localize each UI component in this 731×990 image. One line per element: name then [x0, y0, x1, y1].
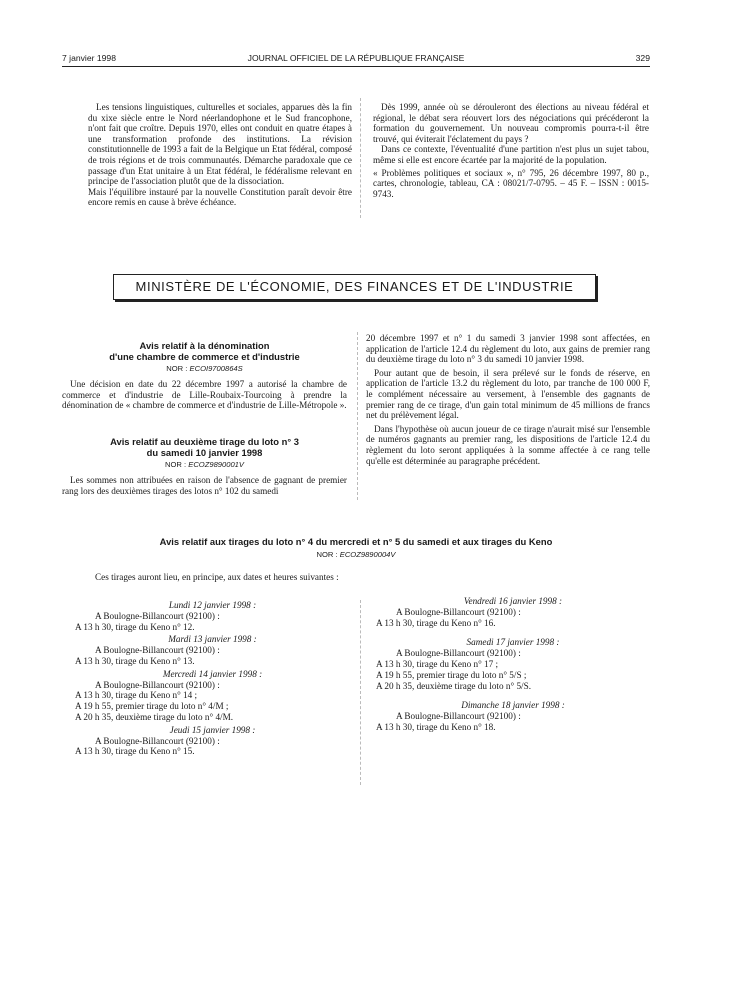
nor-label: NOR : — [316, 549, 338, 559]
schedule-line: A 13 h 30, tirage du Keno n° 17 ; — [376, 658, 499, 669]
avis-title-line: du samedi 10 janvier 1998 — [146, 446, 263, 458]
page-number: 329 — [635, 53, 650, 63]
avis-loto-3-continued — [366, 333, 650, 466]
avis-body — [62, 475, 347, 496]
schedule-day: Dimanche 18 janvier 1998 : — [461, 700, 565, 711]
ministry-heading-box — [113, 274, 596, 300]
top-left-column — [88, 102, 352, 208]
schedule-line: A 19 h 55, premier tirage du loto n° 5/S ; — [376, 669, 527, 680]
paragraph: 20 décembre 1997 et n° 1 du samedi 3 janvier 1998 sont affectées, en application de l'article 12.4 du règlement du loto, aux gains de premier rang du deuxième tirage du loto n° 3 du samedi 10 janvier 1998. — [366, 333, 650, 365]
ministry-heading: MINISTÈRE DE L'ÉCONOMIE, DES FINANCES ET DE L'INDUSTRIE — [135, 279, 574, 294]
schedule-day-block — [75, 600, 350, 632]
avis-body — [62, 379, 347, 411]
nor-label: NOR : — [166, 364, 188, 374]
schedule-line: A 13 h 30, tirage du Keno n° 13. — [75, 655, 195, 666]
schedule-day-block — [376, 700, 650, 732]
schedule-day-block — [75, 634, 350, 666]
avis-loto-3 — [62, 437, 347, 496]
column-divider — [360, 98, 361, 218]
top-right-column — [373, 102, 649, 199]
schedule-line: A 13 h 30, tirage du Keno n° 15. — [75, 746, 195, 757]
avis-title — [62, 341, 347, 362]
schedule-line: A 20 h 35, deuxième tirage du loto n° 4/M. — [75, 711, 234, 722]
schedule-line: A 13 h 30, tirage du Keno n° 12. — [75, 621, 195, 632]
schedule-line: A 13 h 30, tirage du Keno n° 18. — [376, 721, 496, 732]
schedule-day: Lundi 12 janvier 1998 : — [168, 600, 257, 610]
nor-label: NOR : — [165, 460, 187, 470]
avis-title — [62, 437, 347, 458]
avis-title-line: Avis relatif à la dénomination — [139, 340, 270, 351]
paragraph: Les sommes non attribuées en raison de l'absence de gagnant de premier rang lors des deuxièmes tirages des lotos n° 102 du samedi — [62, 475, 347, 496]
schedule-place: A Boulogne-Billancourt (92100) : — [95, 735, 220, 746]
nor-reference — [62, 550, 650, 560]
nor-code: ECOZ9890004V — [339, 549, 396, 559]
schedule-line: A 13 h 30, tirage du Keno n° 14 ; — [75, 690, 198, 701]
schedule-place: A Boulogne-Billancourt (92100) : — [95, 679, 220, 690]
nor-code: ECOI9700864S — [189, 364, 243, 374]
avis-loto-4-5-keno — [62, 537, 650, 560]
paragraph: Dans l'hypothèse où aucun joueur de ce tirage n'aurait misé sur l'ensemble de numéros gagnants au premier rang, les dispositions de l'article 12.4 du règlement du loto seront appliquées à la somme affectée à ce rang telle qu'elle est déterminée au paragraphe précédent. — [366, 423, 650, 466]
schedule-place: A Boulogne-Billancourt (92100) : — [396, 606, 521, 617]
journal-title: JOURNAL OFFICIEL DE LA RÉPUBLIQUE FRANÇAISE — [247, 53, 465, 63]
schedule-place: A Boulogne-Billancourt (92100) : — [95, 645, 220, 656]
schedule-day: Mardi 13 janvier 1998 : — [168, 634, 257, 645]
reference-note: « Problèmes politiques et sociaux », n° 795, 26 décembre 1997, 80 p., cartes, chronologie, tableau, CA : 08021/7-0795. – 45 F. – ISSN : 0015-9743. — [373, 167, 649, 199]
column-divider — [360, 600, 361, 785]
schedule-day-block — [376, 637, 650, 691]
nor-reference — [62, 460, 347, 470]
schedule-day: Jeudi 15 janvier 1998 : — [169, 724, 256, 735]
schedule-place: A Boulogne-Billancourt (92100) : — [396, 711, 521, 722]
paragraph: Dès 1999, année où se dérouleront des élections au niveau fédéral et régional, le débat sera réouvert lors des négociations qui précéderont la formation du gouvernement. Un nouveau compromis pourra-t-il être trouvé, qui éviterait l'éclatement du pays ? — [373, 102, 649, 144]
schedule-line: A 19 h 55, premier tirage du loto n° 4/M ; — [75, 701, 229, 712]
schedule-day: Samedi 17 janvier 1998 : — [466, 637, 560, 648]
schedule-day-block — [376, 596, 650, 628]
schedule-intro — [95, 572, 595, 583]
avis-denomination — [62, 341, 347, 411]
schedule-left-column — [75, 600, 350, 759]
paragraph: Pour autant que de besoin, il sera prélevé sur le fonds de réserve, en application de l'article 13.2 du règlement du loto, par tranche de 100 000 F, le complément nécessaire au versement, à l'ensemble des gagnants de premier rang de ce tirage, d'un gain total minimum de 45 millions de francs net du prélèvement légal. — [366, 367, 650, 421]
avis-title-line: d'une chambre de commerce et d'industrie — [109, 350, 300, 362]
schedule-place: A Boulogne-Billancourt (92100) : — [396, 648, 521, 659]
header-rule — [62, 66, 650, 67]
column-divider — [357, 332, 358, 500]
schedule-day-block — [75, 669, 350, 723]
header-date: 7 janvier 1998 — [62, 53, 116, 63]
paragraph: Une décision en date du 22 décembre 1997 a autorisé la chambre de commerce et d'industrie de Lille-Roubaix-Tourcoing à prendre la dénomination de « chambre de commerce et d'industrie de Lille-Métropole ». — [62, 379, 347, 411]
running-header — [62, 53, 650, 67]
avis-title-line: Avis relatif au deuxième tirage du loto n° 3 — [110, 436, 299, 447]
schedule-place: A Boulogne-Billancourt (92100) : — [95, 610, 220, 621]
avis-title: Avis relatif aux tirages du loto n° 4 du mercredi et n° 5 du samedi et aux tirages du Keno — [159, 536, 553, 547]
schedule-right-column — [376, 596, 650, 742]
nor-reference — [62, 364, 347, 374]
schedule-day-block — [75, 725, 350, 757]
paragraph: Dans ce contexte, l'éventualité d'une partition n'est plus un sujet tabou, même si elle est encore écartée par la majorité de la population. — [373, 144, 649, 165]
schedule-day: Mercredi 14 janvier 1998 : — [162, 668, 263, 679]
paragraph: Les tensions linguistiques, culturelles et sociales, apparues dès la fin du xixe siècle entre le Nord néerlandophone et le Sud francophone, n'ont fait que croître. Depuis 1970, elles ont conduit en quatre étapes à une transformation profonde des institutions. La révision constitutionnelle de 1993 a fait de la Belgique un Etat fédéral, composé de trois régions et de trois communautés. Démarche paradoxale que ce passage d'un Etat unitaire à un Etat fédéral, le fédéralisme relevant en principe de l'association plutôt que de la dissociation. — [88, 102, 352, 187]
paragraph: Ces tirages auront lieu, en principe, aux dates et heures suivantes : — [95, 572, 339, 582]
paragraph: Mais l'équilibre instauré par la nouvelle Constitution paraît devoir être encore remis en cause à brève échéance. — [88, 186, 352, 208]
schedule-line: A 13 h 30, tirage du Keno n° 16. — [376, 617, 496, 628]
schedule-day: Vendredi 16 janvier 1998 : — [463, 596, 563, 606]
schedule-line: A 20 h 35, deuxième tirage du loto n° 5/S. — [376, 680, 531, 691]
nor-code: ECOZ9890001V — [188, 460, 244, 470]
